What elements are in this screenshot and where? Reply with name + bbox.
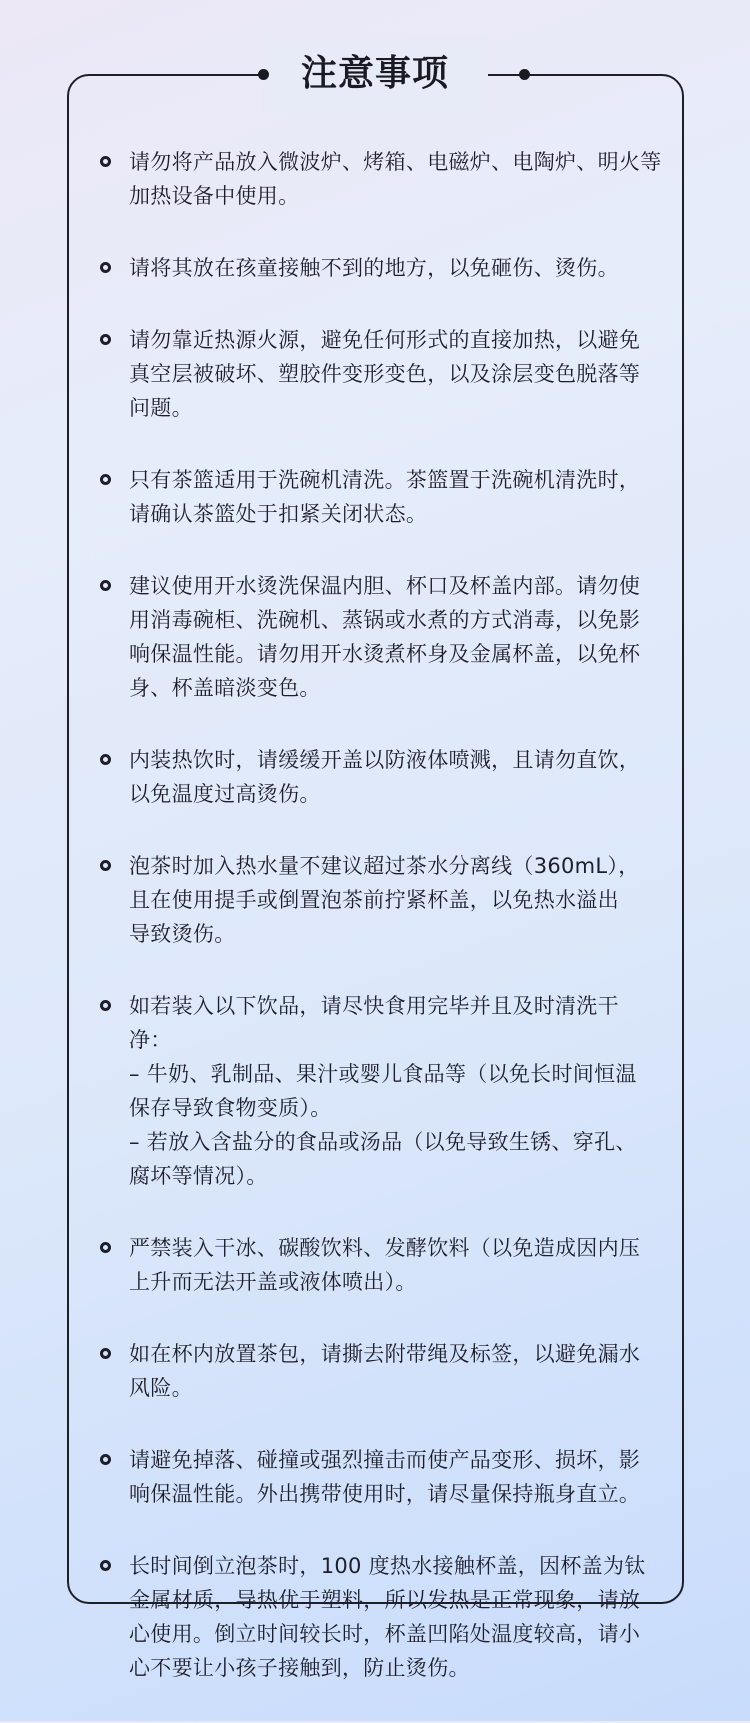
- circle-bullet-icon: [100, 1454, 111, 1465]
- notice-item: [100, 323, 670, 425]
- notice-item-text-line: 真空层被破坏、塑胶件变形变色，以及涂层变色脱落等: [129, 362, 641, 386]
- notice-item-text-line: 如在杯内放置茶包，请撕去附带绳及标签，以避免漏水: [129, 1342, 641, 1366]
- notice-item-text-line: 腐坏等情况）。: [129, 1164, 268, 1188]
- notice-item-text-line: 请将其放在孩童接触不到的地方，以免砸伤、烫伤。: [129, 256, 619, 280]
- notice-item: [100, 1443, 670, 1511]
- notice-item-text-line: 只有茶篮适用于洗碗机清洗。茶篮置于洗碗机清洗时，: [129, 468, 641, 492]
- notice-item: [100, 251, 670, 285]
- notice-item: [100, 849, 670, 951]
- notice-item: [100, 989, 670, 1193]
- circle-bullet-icon: [100, 262, 111, 273]
- notice-item-text-line: 严禁装入干冰、碳酸饮料、发酵饮料（以免造成因内压: [129, 1236, 641, 1260]
- notice-item-text-line: 建议使用开水烫洗保温内胆、杯口及杯盖内部。请勿使: [129, 574, 641, 598]
- notice-list: [100, 145, 670, 1723]
- notice-item: [100, 1231, 670, 1299]
- notice-item-text-line: 如若装入以下饮品，请尽快食用完毕并且及时清洗干: [129, 994, 619, 1018]
- notice-item-text-line: 请确认茶篮处于扣紧关闭状态。: [129, 502, 428, 526]
- notice-item-text-line: 用消毒碗柜、洗碗机、蒸锅或水煮的方式消毒，以免影: [129, 608, 641, 632]
- notice-item: [100, 1549, 670, 1685]
- circle-bullet-icon: [100, 1560, 111, 1571]
- notice-item-text-line: 内装热饮时，请缓缓开盖以防液体喷溅，且请勿直饮，: [129, 748, 641, 772]
- circle-bullet-icon: [100, 474, 111, 485]
- notice-item-text-line: 响保温性能。请勿用开水烫煮杯身及金属杯盖，以免杯: [129, 642, 641, 666]
- notice-item-text-line: 请避免掉落、碰撞或强烈撞击而使产品变形、损坏，影: [129, 1448, 641, 1472]
- notice-item-text-line: 保存导致食物变质）。: [129, 1096, 332, 1120]
- notice-item-text-line: 请勿将产品放入微波炉、烤箱、电磁炉、电陶炉、明火等: [129, 150, 662, 174]
- notice-item-text-line: 净：: [129, 1028, 172, 1052]
- circle-bullet-icon: [100, 1242, 111, 1253]
- notice-item-text-line: 加热设备中使用。: [129, 184, 300, 208]
- notice-item-text-line: 心不要让小孩子接触到，防止烫伤。: [129, 1656, 470, 1680]
- notice-item-text-line: 金属材质，导热优于塑料，所以发热是正常现象，请放: [129, 1588, 641, 1612]
- notice-item-text-line: 且在使用提手或倒置泡茶前拧紧杯盖，以免热水溢出: [129, 888, 619, 912]
- circle-bullet-icon: [100, 1000, 111, 1011]
- notice-item-text-line: 长时间倒立泡茶时，100 度热水接触杯盖，因杯盖为钛: [129, 1554, 646, 1578]
- notice-item: [100, 463, 670, 531]
- notice-item: [100, 145, 670, 213]
- notice-item-text-line: – 牛奶、乳制品、果汁或婴儿食品等（以免长时间恒温: [129, 1062, 637, 1086]
- notice-item-text-line: – 若放入含盐分的食品或汤品（以免导致生锈、穿孔、: [129, 1130, 637, 1154]
- notice-item-text-line: 问题。: [129, 396, 193, 420]
- notice-item-text-line: 请勿靠近热源火源，避免任何形式的直接加热，以避免: [129, 328, 641, 352]
- notice-item-text-line: 以免温度过高烫伤。: [129, 782, 321, 806]
- notice-item-text-line: 响保温性能。外出携带使用时，请尽量保持瓶身直立。: [129, 1482, 641, 1506]
- notice-item-text-line: 风险。: [129, 1376, 193, 1400]
- circle-bullet-icon: [100, 754, 111, 765]
- title-right-dot-icon: [519, 69, 530, 80]
- notice-item-text-line: 上升而无法开盖或液体喷出）。: [129, 1270, 417, 1294]
- notice-item: [100, 569, 670, 705]
- circle-bullet-icon: [100, 1348, 111, 1359]
- notice-item-text-line: 身、杯盖暗淡变色。: [129, 676, 321, 700]
- notice-item-text-line: 心使用。倒立时间较长时，杯盖凹陷处温度较高，请小: [129, 1622, 641, 1646]
- circle-bullet-icon: [100, 580, 111, 591]
- notice-item: [100, 743, 670, 811]
- circle-bullet-icon: [100, 334, 111, 345]
- notice-item-text-line: 导致烫伤。: [129, 922, 236, 946]
- notice-item-text-line: 泡茶时加入热水量不建议超过茶水分离线（360mL），: [129, 854, 640, 878]
- notice-item: [100, 1337, 670, 1405]
- page-title: 注意事项: [300, 53, 449, 94]
- circle-bullet-icon: [100, 156, 111, 167]
- circle-bullet-icon: [100, 860, 111, 871]
